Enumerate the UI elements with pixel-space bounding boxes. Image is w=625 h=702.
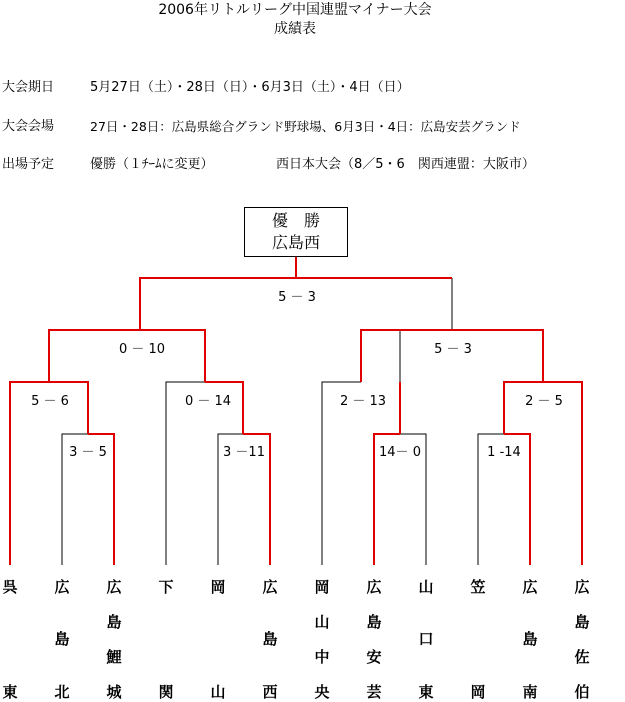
page-title: 2006年リトルリーグ中国連盟マイナー大会 — [158, 2, 432, 18]
team-okayama-chuo-bottom: 央 — [314, 683, 330, 701]
team-okayama-chuo-mid: 山 — [314, 613, 330, 631]
info-value-west-japan: 西日本大会（8／5・6 関西連盟：大阪市） — [276, 157, 535, 172]
team-okayama-top: 岡 — [210, 578, 226, 596]
team-yamaguchi-higashi-top: 山 — [418, 578, 434, 596]
team-hiroshima-saeki-top: 広 — [574, 578, 590, 596]
line-okayama-chuo — [322, 382, 361, 565]
team-okayama-bottom: 山 — [210, 683, 226, 701]
score-semi-right: 5 － 3 — [426, 343, 480, 357]
score-qf4: 2 － 5 — [518, 395, 570, 409]
score-r1-2: 3 －11 — [221, 446, 267, 460]
info-label-venue: 大会会場 — [2, 119, 55, 134]
win-kure-higashi — [10, 382, 88, 565]
score-r1-4: 1 -14 — [482, 446, 526, 460]
team-okayama-chuo-mid2: 中 — [314, 648, 330, 666]
team-hiroshima-minami-top: 広 — [522, 578, 538, 596]
team-hiroshima-aki-mid: 島 — [366, 613, 382, 631]
team-hiroshima-minami-mid: 島 — [522, 630, 538, 648]
team-hiroshima-aki-mid2: 安 — [366, 648, 382, 666]
team-yamaguchi-higashi-bottom: 東 — [418, 683, 434, 701]
team-yamaguchi-higashi-mid: 口 — [418, 630, 434, 648]
team-hiroshima-kita-bottom: 北 — [54, 683, 70, 701]
team-kure-higashi-bottom: 東 — [2, 683, 18, 701]
info-value-entry: 優勝（１ﾁｰﾑに変更） — [90, 157, 214, 172]
team-hiroshima-saeki-mid2: 佐 — [574, 648, 590, 666]
score-qf1: 5 － 6 — [25, 395, 75, 409]
team-hiroshima-koijo-mid2: 鯉 — [106, 648, 122, 666]
winner-label: 優 勝 — [271, 211, 320, 230]
team-hiroshima-koijo-top: 広 — [106, 578, 122, 596]
score-qf2: 0 － 14 — [181, 395, 235, 409]
team-hiroshima-minami-bottom: 南 — [522, 683, 538, 701]
team-shimonoseki-bottom: 関 — [158, 683, 174, 701]
info-value-venue: 27日・28日：広島県総合グランド野球場、6月3日・4日：広島安芸グランド — [90, 119, 521, 134]
info-label-entry: 出場予定 — [2, 157, 55, 172]
winner-team: 広島西 — [271, 233, 320, 252]
team-hiroshima-kita-mid: 島 — [54, 630, 70, 648]
score-final: 5 － 3 — [270, 291, 324, 305]
winner-box — [244, 207, 348, 257]
team-hiroshima-nishi-mid: 島 — [262, 630, 278, 648]
line-shimonoseki — [166, 382, 205, 565]
team-hiroshima-kita-top: 広 — [54, 578, 70, 596]
score-qf3: 2 － 13 — [336, 395, 390, 409]
score-semi-left: 0 － 10 — [114, 343, 170, 357]
score-r1-3: 14－ 0 — [377, 446, 423, 460]
team-shimonoseki-top: 下 — [158, 578, 174, 596]
team-kure-higashi-top: 呉 — [2, 578, 18, 596]
info-label-dates: 大会期日 — [2, 80, 55, 95]
team-hiroshima-aki-bottom: 芸 — [366, 683, 382, 701]
team-hiroshima-saeki-mid: 島 — [574, 613, 590, 631]
team-hiroshima-koijo-bottom: 城 — [106, 683, 122, 701]
team-hiroshima-aki-top: 広 — [366, 578, 382, 596]
score-r1-1: 3 － 5 — [65, 446, 111, 460]
team-kasaoka-bottom: 岡 — [470, 683, 486, 701]
team-hiroshima-nishi-bottom: 西 — [262, 683, 278, 701]
team-hiroshima-nishi-top: 広 — [262, 578, 278, 596]
page-subtitle: 成績表 — [274, 21, 316, 37]
team-okayama-chuo-top: 岡 — [314, 578, 330, 596]
team-hiroshima-koijo-mid: 島 — [106, 613, 122, 631]
info-value-dates: 5月27日（土）・28日（日）・6月3日（土）・4日（日） — [90, 80, 410, 95]
team-kasaoka-top: 笠 — [470, 578, 486, 596]
win-hiroshima-saeki — [504, 382, 582, 565]
team-hiroshima-saeki-bottom: 伯 — [574, 683, 590, 701]
